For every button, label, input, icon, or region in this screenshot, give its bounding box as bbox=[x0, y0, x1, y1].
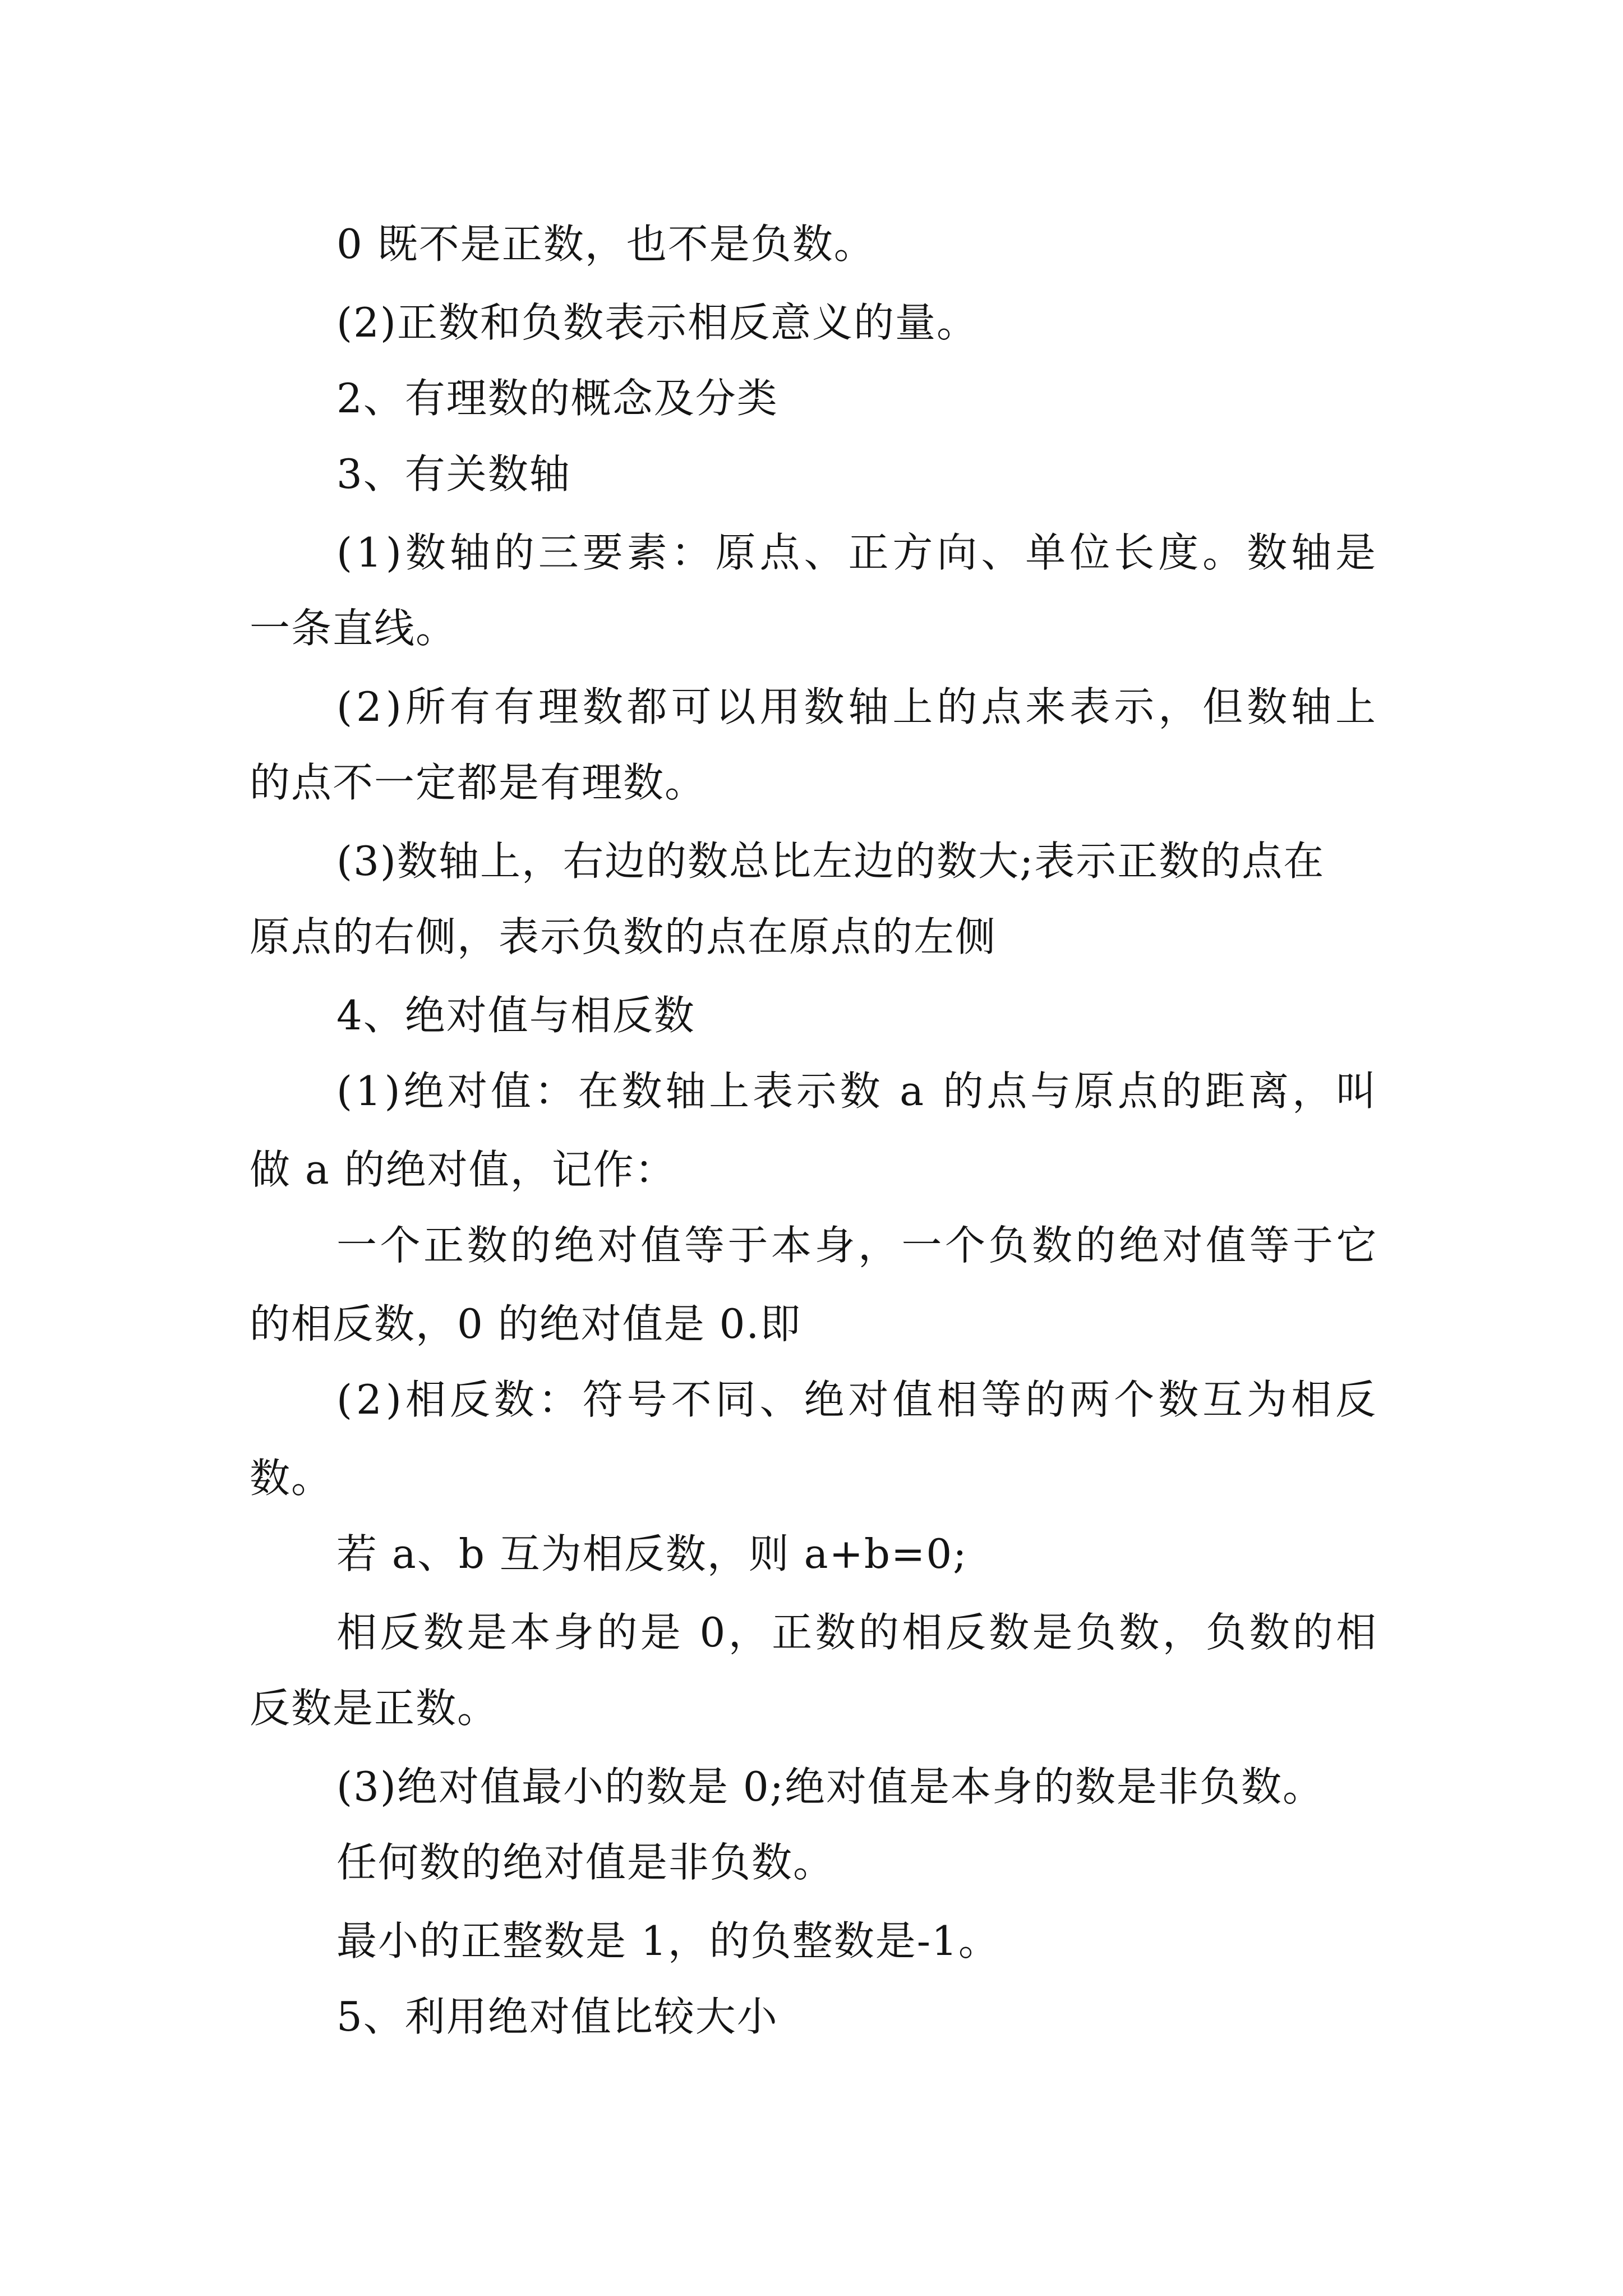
text-line: 若 a、b 互为相反数，则 a+b=0; bbox=[336, 1530, 968, 1577]
section-heading: 4、绝对值与相反数 bbox=[336, 992, 695, 1039]
text-line: 一个正数的绝对值等于本身，一个负数的绝对值等于它 bbox=[336, 1222, 1380, 1269]
text-line: 做 a 的绝对值，记作： bbox=[250, 1146, 676, 1193]
text-line: (1)数轴的三要素：原点、正方向、单位长度。数轴是 bbox=[336, 529, 1380, 576]
text-line: 的点不一定都是有理数。 bbox=[250, 759, 707, 806]
text-line: (1)绝对值：在数轴上表示数 a 的点与原点的距离，叫 bbox=[336, 1068, 1380, 1115]
text-line: 数。 bbox=[250, 1455, 333, 1502]
text-line: 任何数的绝对值是非负数。 bbox=[336, 1839, 835, 1886]
section-heading: 2、有理数的概念及分类 bbox=[336, 375, 778, 422]
text-line: (2)所有有理数都可以用数轴上的点来表示，但数轴上 bbox=[336, 683, 1380, 730]
text-line: (2)相反数：符号不同、绝对值相等的两个数互为相反 bbox=[336, 1376, 1380, 1423]
text-line: (2)正数和负数表示相反意义的量。 bbox=[336, 299, 978, 346]
text-line: 最小的正整数是 1，的负整数是-1。 bbox=[336, 1917, 1000, 1964]
section-heading: 3、有关数轴 bbox=[336, 450, 571, 498]
text-line: 反数是正数。 bbox=[250, 1685, 499, 1732]
text-line: (3)数轴上，右边的数总比左边的数大;表示正数的点在 bbox=[336, 838, 1325, 885]
text-line: 相反数是本身的是 0，正数的相反数是负数，负数的相 bbox=[336, 1609, 1380, 1656]
text-line: 0 既不是正数，也不是负数。 bbox=[336, 220, 875, 268]
text-line: 一条直线。 bbox=[250, 605, 458, 652]
section-heading: 5、利用绝对值比较大小 bbox=[336, 1993, 778, 2040]
text-line: 的相反数，0 的绝对值是 0.即 bbox=[250, 1300, 802, 1347]
text-line: 原点的右侧，表示负数的点在原点的左侧 bbox=[250, 913, 997, 960]
text-line: (3)绝对值最小的数是 0;绝对值是本身的数是非负数。 bbox=[336, 1763, 1324, 1810]
